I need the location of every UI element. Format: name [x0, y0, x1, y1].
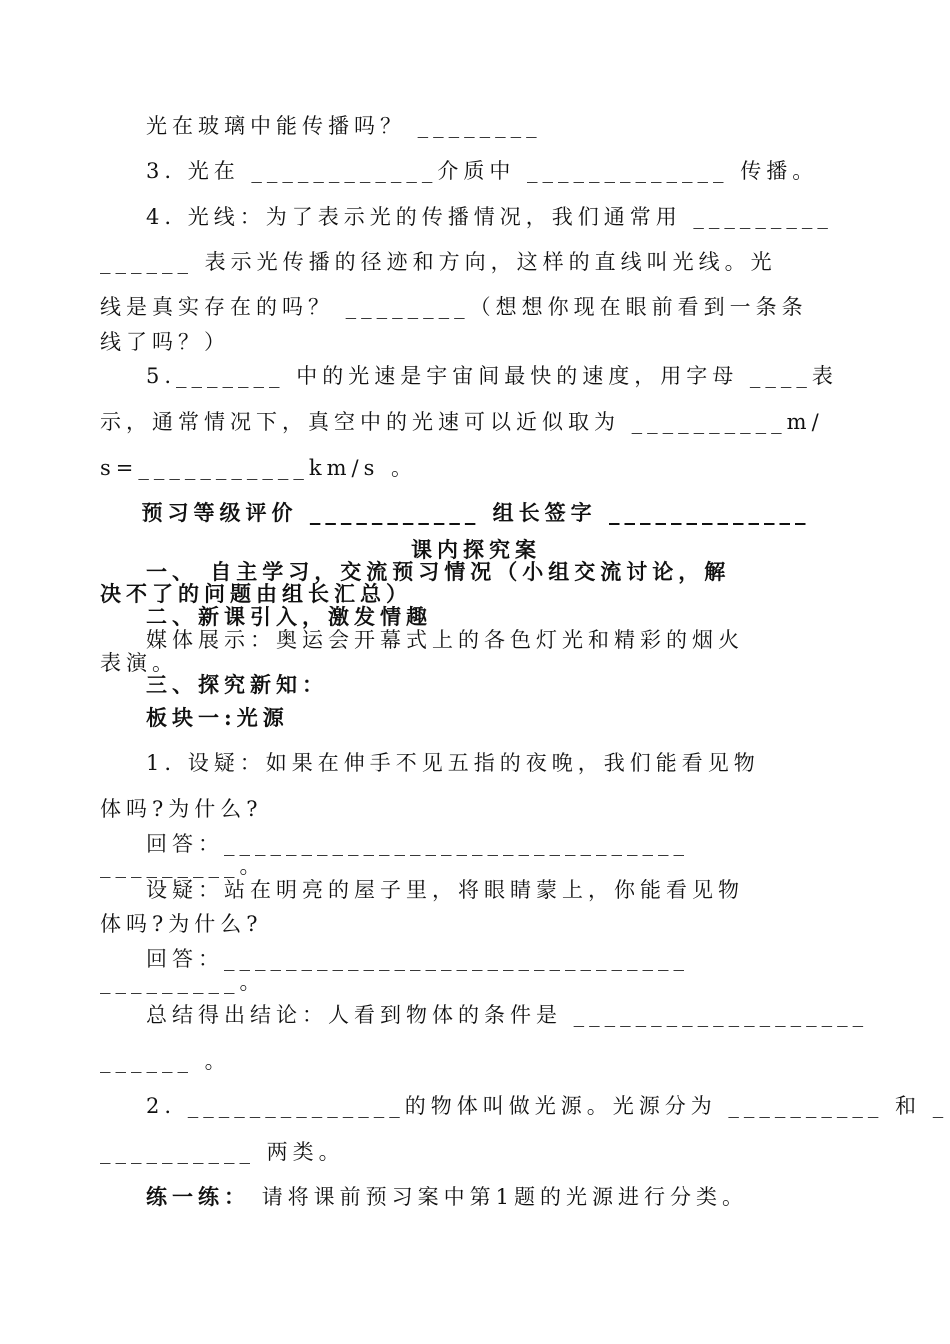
section-title: 课内探究案 [411, 537, 541, 562]
text-line: 体吗?为什么? [100, 912, 263, 936]
text-line: 决不了的问题由组长汇总） [100, 581, 412, 606]
text-line: 光在玻璃中能传播吗？ ________ [146, 114, 542, 138]
text-line: ______ 表示光传播的径迹和方向，这样的直线叫光线。光 [100, 250, 777, 274]
question-4: 4. 光线：为了表示光的传播情况，我们通常用 _________ [146, 205, 833, 229]
text-line: 线了吗？） [100, 330, 230, 354]
evaluation-line: 预习等级评价 ___________ 组长签字 _____________ [141, 500, 811, 525]
text-line: 线是真实存在的吗？ ________（想想你现在眼前看到一条条 [100, 295, 808, 319]
heading-part-3: 三、探究新知： [146, 672, 328, 697]
heading-part-1: 一、 自主学习，交流预习情况（小组交流讨论，解 [146, 559, 731, 584]
answer-line: 回答：______________________________ [146, 947, 689, 971]
text-line: _________。 [100, 854, 266, 878]
text-line: ______ 。 [100, 1049, 231, 1073]
heading-part-2: 二、新课引入，激发情趣 [146, 604, 432, 629]
question-5: 5._______ 中的光速是宇宙间最快的速度，用字母 ____表 [146, 364, 838, 388]
practice-text: 请将课前预习案中第1题的光源进行分类。 [261, 1185, 749, 1209]
text-line: __________ 两类。 [100, 1140, 345, 1164]
text-line: 示，通常情况下，真空中的光速可以近似取为 __________m/ [100, 410, 824, 434]
text-line: 表演。 [100, 651, 178, 675]
text-line: s=___________km/s 。 [100, 456, 418, 480]
practice-label: 练一练： [146, 1184, 250, 1209]
practice-line [146, 1183, 852, 1211]
question-3: 3. 光在 ____________介质中 _____________ 传播。 [146, 159, 819, 183]
text-line: 体吗?为什么? [100, 797, 263, 821]
text-line: 媒体展示：奥运会开幕式上的各色灯光和精彩的烟火 [146, 628, 744, 652]
question-2: 2. ______________的物体叫做光源。光源分为 __________ 和 _ [146, 1094, 949, 1118]
conclusion-line: 总结得出结论：人看到物体的条件是 ___________________ [146, 1003, 869, 1027]
answer-line: 回答：______________________________ [146, 832, 689, 856]
question-1: 1. 设疑：如果在伸手不见五指的夜晚，我们能看见物 [146, 751, 760, 775]
question-line: 设疑：站在明亮的屋子里，将眼睛蒙上，你能看见物 [146, 878, 744, 902]
block-title: 板块一:光源 [146, 705, 289, 730]
text-line: _________。 [100, 970, 266, 994]
